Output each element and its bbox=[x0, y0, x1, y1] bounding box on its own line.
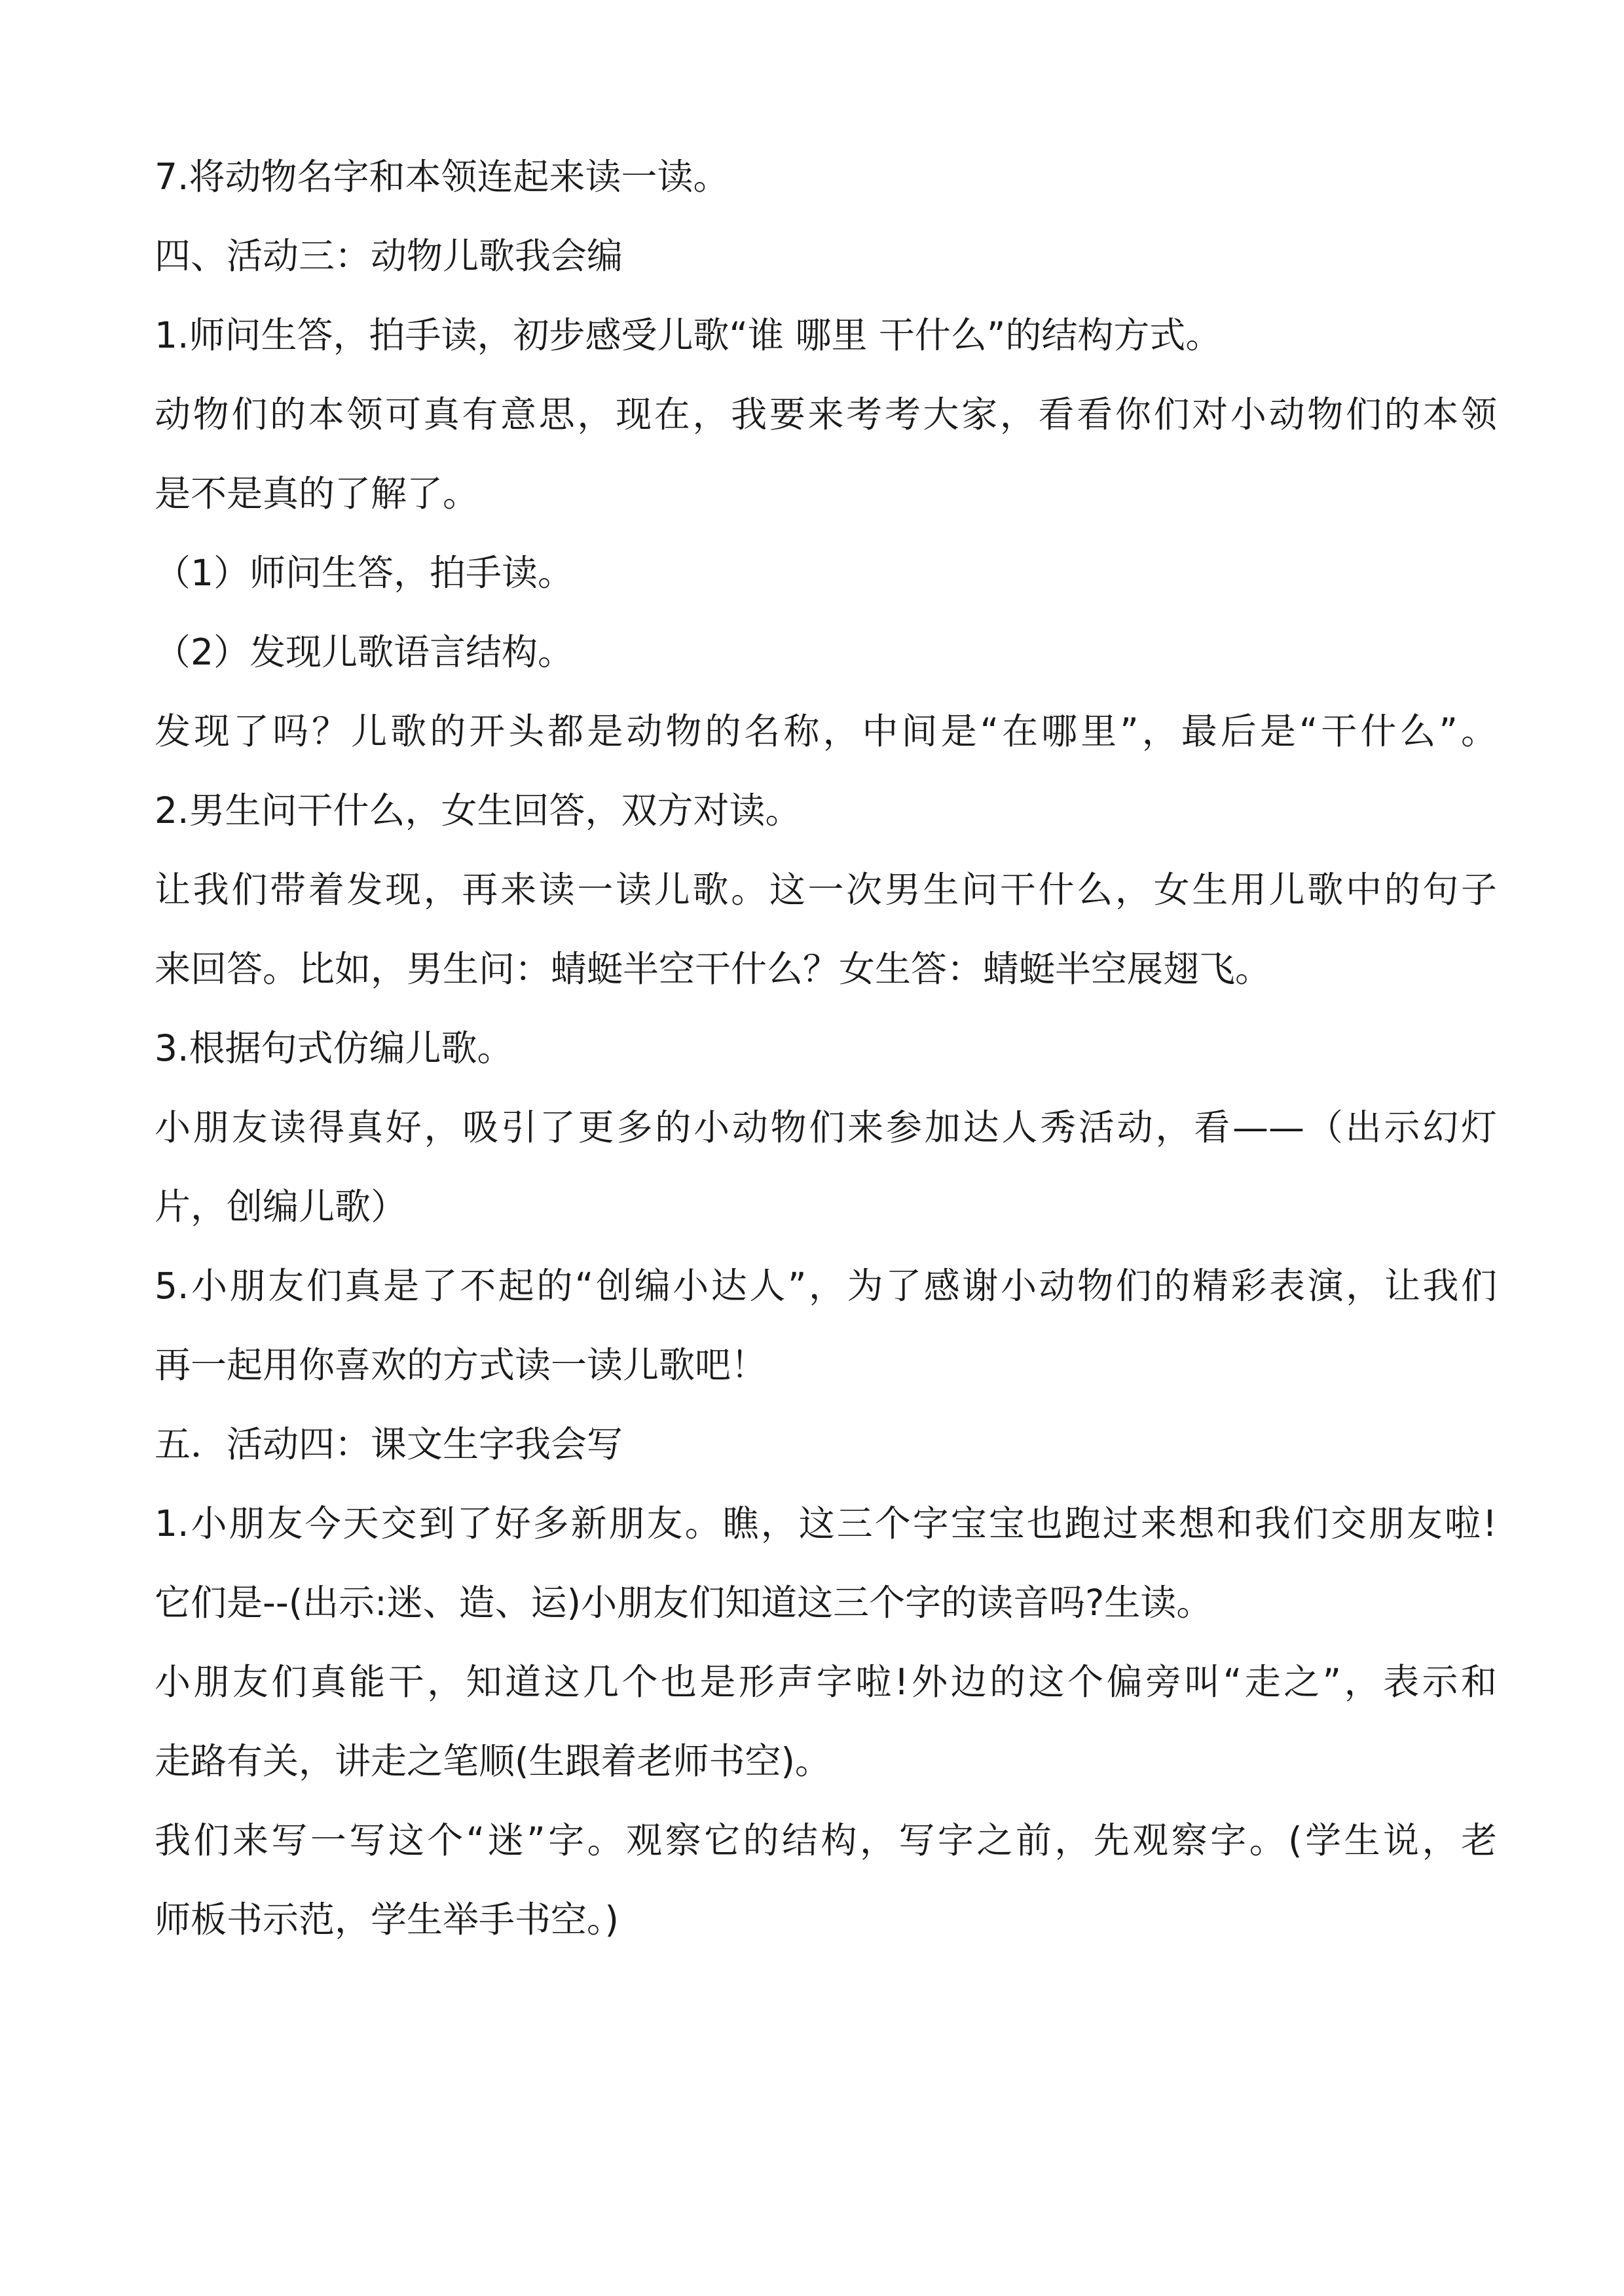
step-5-line: 5.小朋友们真是了不起的“创编小达人”，为了感谢小动物们的精彩表演，让我们 bbox=[155, 1265, 1497, 1307]
paragraph-line: 小朋友读得真好，吸引了更多的小动物们来参加达人秀活动，看——（出示幻灯 bbox=[155, 1106, 1497, 1148]
paragraph-line: 走路有关，讲走之笔顺(生跟着老师书空)。 bbox=[155, 1740, 831, 1782]
sub-step-2-line: （2）发现儿歌语言结构。 bbox=[155, 631, 574, 673]
paragraph-line: 让我们带着发现，再来读一读儿歌。这一次男生问干什么，女生用儿歌中的句子 bbox=[155, 869, 1497, 911]
paragraph-line: 是不是真的了解了。 bbox=[155, 473, 479, 515]
paragraph-line: 师板书示范，学生举手书空。) bbox=[155, 1899, 619, 1941]
section-5-heading: 五．活动四：课文生字我会写 bbox=[155, 1423, 623, 1465]
paragraph-line: 再一起用你喜欢的方式读一读儿歌吧！ bbox=[155, 1344, 767, 1386]
paragraph-line: 动物们的本领可真有意思，现在，我要来考考大家，看看你们对小动物们的本领 bbox=[155, 393, 1497, 435]
sub-step-1-line: （1）师问生答，拍手读。 bbox=[155, 552, 574, 594]
paragraph-line: 片，创编儿歌） bbox=[155, 1186, 407, 1228]
paragraph-line: 发现了吗？儿歌的开头都是动物的名称，中间是“在哪里”，最后是“干什么”。 bbox=[155, 710, 1497, 752]
paragraph-line: 我们来写一写这个“迷”字。观察它的结构，写字之前，先观察字。(学生说，老 bbox=[155, 1819, 1497, 1861]
section-4-heading: 四、活动三：动物儿歌我会编 bbox=[155, 235, 623, 277]
step-3-line: 3.根据句式仿编儿歌。 bbox=[155, 1027, 513, 1069]
paragraph-line: 小朋友们真能干，知道这几个也是形声字啦!外边的这个偏旁叫“走之”，表示和 bbox=[155, 1661, 1497, 1703]
step-1-line: 1.师问生答，拍手读，初步感受儿歌“谁 哪里 干什么”的结构方式。 bbox=[155, 314, 1222, 356]
paragraph-line: 它们是--(出示:迷、造、运)小朋友们知道这三个字的读音吗?生读。 bbox=[155, 1582, 1213, 1624]
document-body bbox=[155, 152, 1497, 1974]
step-7-line: 7.将动物名字和本领连起来读一读。 bbox=[155, 156, 729, 198]
step-1-line: 1.小朋友今天交到了好多新朋友。瞧，这三个字宝宝也跑过来想和我们交朋友啦! bbox=[155, 1503, 1497, 1544]
paragraph-line: 来回答。比如，男生问：蜻蜓半空干什么？女生答：蜻蜓半空展翅飞。 bbox=[155, 948, 1272, 990]
step-2-line: 2.男生问干什么，女生回答，双方对读。 bbox=[155, 790, 802, 831]
